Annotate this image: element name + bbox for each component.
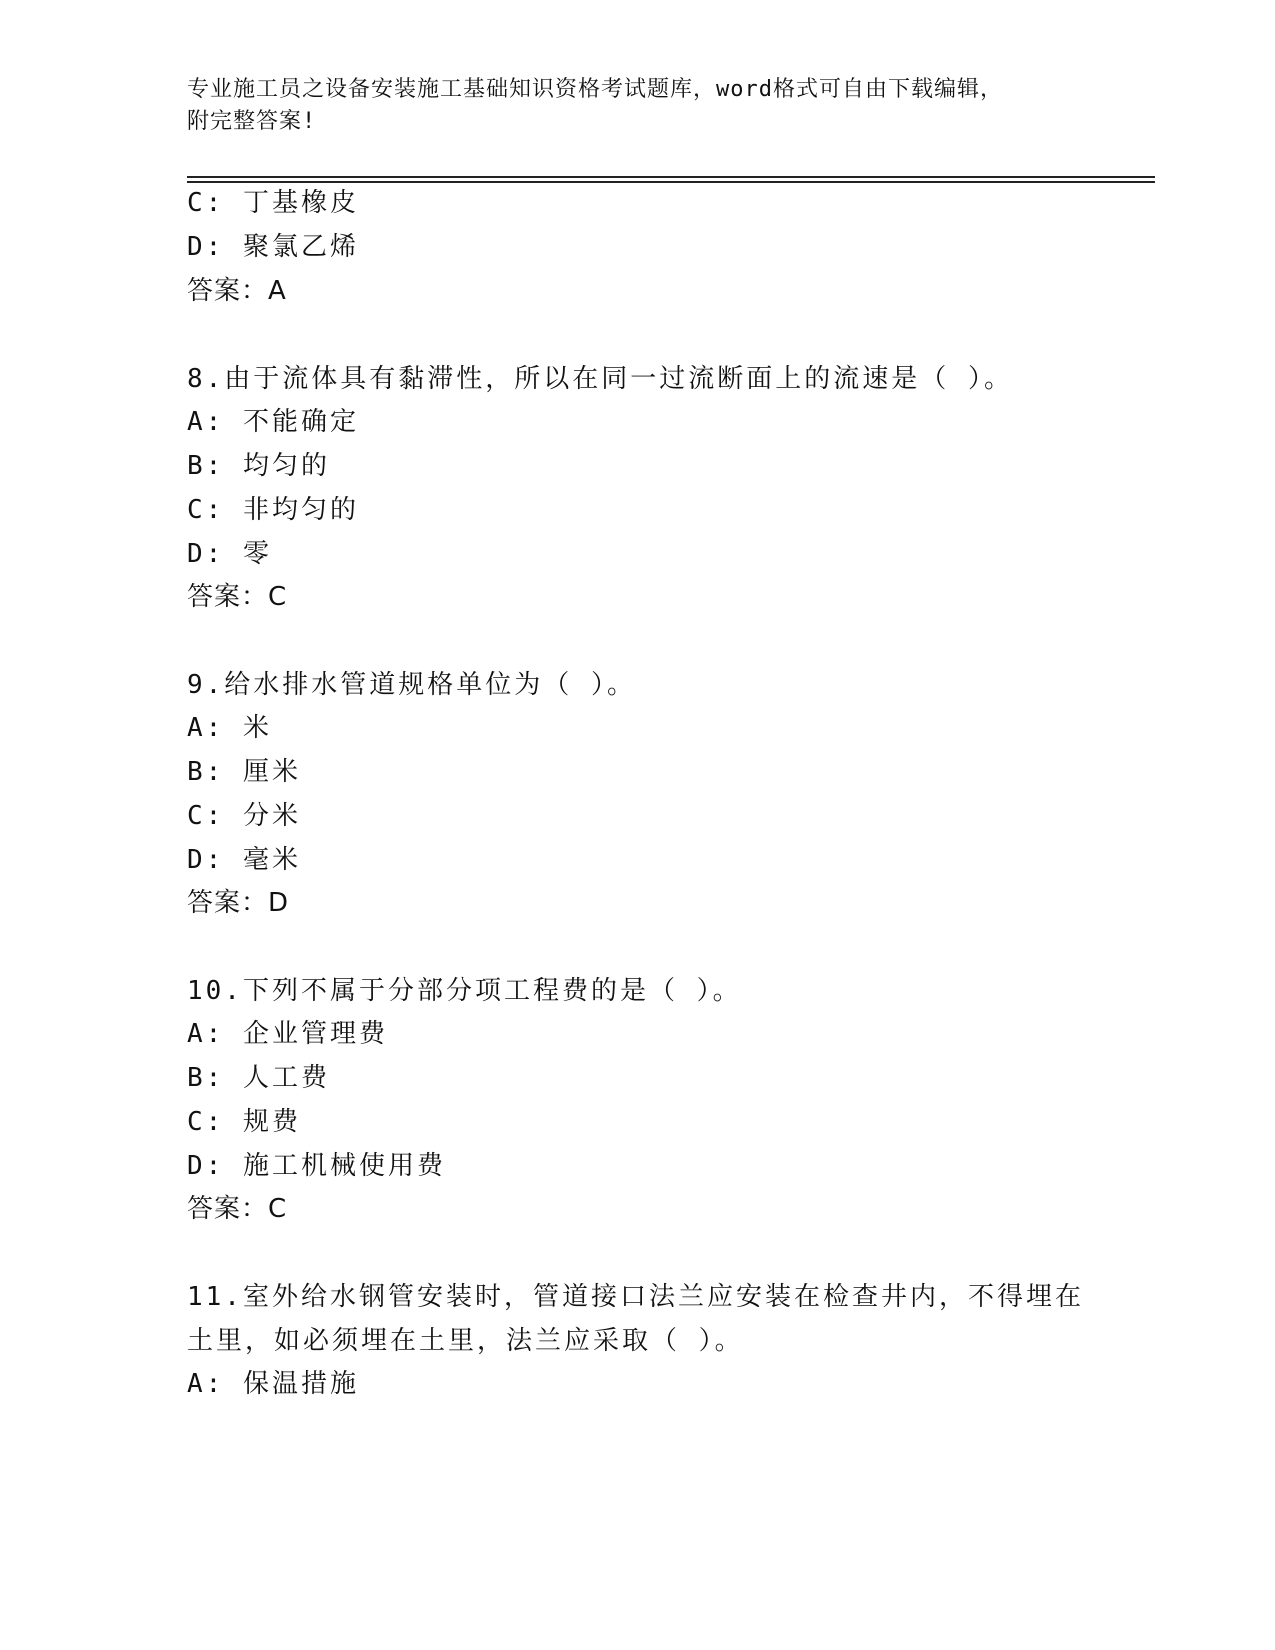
option-a: A: 米	[187, 713, 272, 743]
option-c: C: 丁基橡皮	[187, 188, 359, 218]
header-divider-top	[187, 176, 1155, 178]
question-11: 11.室外给水钢管安装时，管道接口法兰应安装在检查井内，不得埋在	[187, 1282, 1084, 1312]
option-d: D: 施工机械使用费	[187, 1151, 446, 1181]
option-b: B: 均匀的	[187, 451, 330, 481]
question-11-continued: 土里，如必须埋在土里，法兰应采取（ ）。	[187, 1326, 744, 1356]
option-c: C: 非均匀的	[187, 495, 359, 525]
option-a: A: 企业管理费	[187, 1019, 388, 1049]
option-c: C: 分米	[187, 801, 301, 831]
option-b: B: 厘米	[187, 757, 301, 787]
header-line-2: 附完整答案!	[187, 109, 317, 134]
option-a: A: 不能确定	[187, 407, 359, 437]
question-9: 9.给水排水管道规格单位为（ ）。	[187, 670, 636, 700]
answer-line: 答案：C	[187, 582, 288, 612]
answer-line: 答案：A	[187, 276, 287, 306]
answer-line: 答案：D	[187, 888, 290, 918]
header-line-1: 专业施工员之设备安装施工基础知识资格考试题库，word格式可自由下载编辑，	[187, 77, 1003, 102]
option-d: D: 聚氯乙烯	[187, 232, 359, 262]
answer-line: 答案：C	[187, 1194, 288, 1224]
document-header	[187, 74, 1087, 138]
option-a: A: 保温措施	[187, 1369, 359, 1399]
question-10: 10.下列不属于分部分项工程费的是（ ）。	[187, 976, 742, 1006]
option-d: D: 毫米	[187, 845, 301, 875]
option-b: B: 人工费	[187, 1063, 330, 1093]
option-c: C: 规费	[187, 1107, 301, 1137]
option-d: D: 零	[187, 539, 272, 569]
header-divider-bottom	[187, 181, 1155, 183]
question-8: 8.由于流体具有黏滞性，所以在同一过流断面上的流速是（ ）。	[187, 364, 1013, 394]
